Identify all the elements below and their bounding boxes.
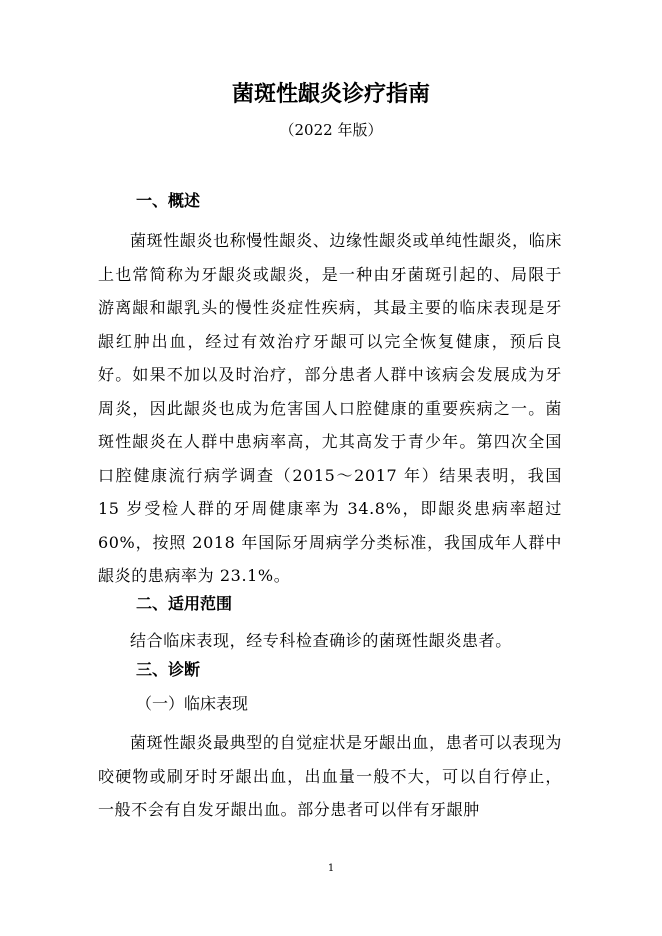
paragraph-overview: 菌斑性龈炎也称慢性龈炎、边缘性龈炎或单纯性龈炎，临床上也常简称为牙龈炎或龈炎，是一种由牙菌斑引起的、局限于游离龈和龈乳头的慢性炎症性疾病，其最主要的临床表现是牙龈红肿出血，经过有效治疗牙龈可以完全恢复健康，预后良好。如果不加以及时治疗，部分患者人群中该病会发展成为牙周炎，因此龈炎也成为危害国人口腔健康的重要疾病之一。菌斑性龈炎在人群中患病率高，尤其高发于青少年。第四次全国口腔健康流行病学调查（2015～2017 年）结果表明，我国 15 岁受检人群的牙周健康率为 34.8%，即龈炎患病率超过 60%，按照 2018 年国际牙周病学分类标准，我国成年人群中龈炎的患病率为 23.1%。 bbox=[98, 231, 562, 585]
document-title: 菌斑性龈炎诊疗指南 bbox=[231, 82, 430, 107]
document-edition: （2022 年版） bbox=[279, 121, 383, 139]
paragraph-scope: 结合临床表现，经专科检查确诊的菌斑性龈炎患者。 bbox=[130, 631, 512, 650]
paragraph-clinical: 菌斑性龈炎最典型的自觉症状是牙龈出血，患者可以表现为咬硬物或刷牙时牙龈出血，出血量一般不大，可以自行停止，一般不会有自发牙龈出血。部分患者可以伴有牙龈肿 bbox=[98, 733, 562, 819]
section-heading-overview: 一、概述 bbox=[136, 191, 201, 210]
section-heading-diagnosis: 三、诊断 bbox=[136, 660, 201, 679]
subsection-heading-clinical: （一）临床表现 bbox=[136, 694, 249, 713]
page-number: 1 bbox=[327, 863, 335, 874]
section-heading-scope: 二、适用范围 bbox=[136, 594, 233, 613]
